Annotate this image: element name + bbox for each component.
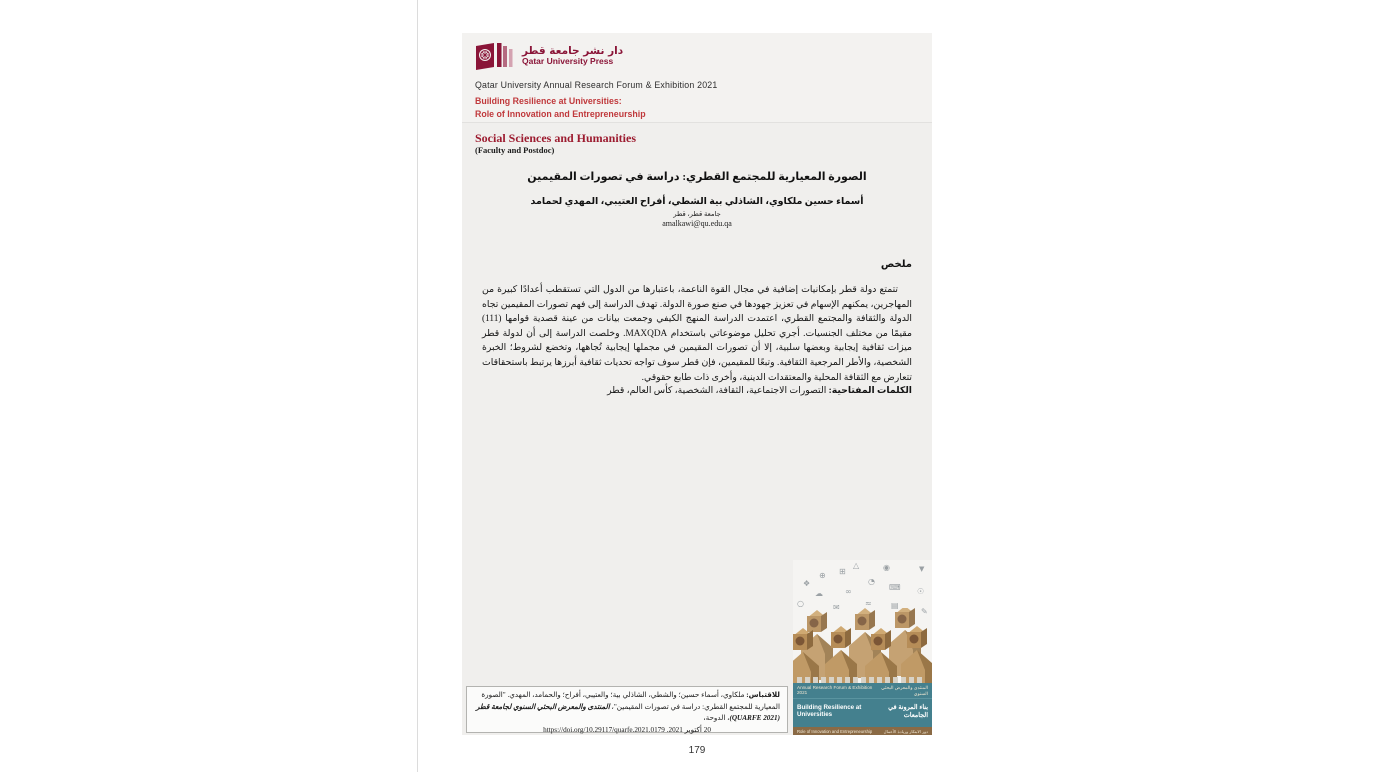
wifi-icon: ≈ [865, 599, 872, 608]
article-authors: أسماء حسين ملكاوي، الشاذلي بية الشطي، أفراح العتيبي، المهدي لحمامد [530, 197, 864, 207]
cloud-icon: ☁ [815, 589, 823, 598]
citation-doi-line[interactable]: 20 أكتوبر 2021. https://doi.org/10.29117/quarfe.2021.0179 [543, 725, 711, 734]
citation-label: للاقتباس: [746, 691, 780, 699]
article-title: الصورة المعيارية للمجتمع القطري: دراسة في تصورات المقيمين [527, 171, 867, 183]
page-edge-divider [417, 0, 418, 772]
keywords-label: الكلمات المفتاحية: [828, 386, 912, 396]
logo-arabic-name: دار نشر جامعة قطر [522, 45, 624, 58]
conference-poster-image [793, 560, 932, 735]
abstract-heading: ملخص [880, 259, 912, 270]
lightbulb-icon: ☉ [917, 587, 925, 596]
poster-subtheme-strip [793, 727, 932, 735]
page-number: 179 [688, 745, 706, 756]
poster-theme-en: Building Resilience at Universities [797, 703, 862, 718]
poster-subtheme-en: Role of Innovation and Entrepreneurship [797, 728, 873, 734]
conference-theme-line2: Role of Innovation and Entrepreneurship [475, 109, 646, 119]
leaf-icon: ❖ [803, 579, 811, 588]
citation-box [466, 686, 788, 733]
article-affiliation: جامعة قطر، قطر [673, 211, 721, 218]
globe-icon: ⊕ [819, 571, 826, 580]
pencil-icon: ✎ [921, 607, 928, 616]
track-subtitle: (Faculty and Postdoc) [475, 145, 555, 155]
calculator-icon: ⊞ [839, 567, 846, 576]
poster-subtheme-ar: دور الابتكار وريادة الأعمال [883, 728, 928, 734]
clock-icon: ◔ [868, 577, 875, 586]
logo-english-name: Qatar University Press [522, 56, 614, 67]
location-pin-icon: ◉ [883, 563, 890, 572]
microscope-icon: △ [853, 561, 860, 570]
corresponding-email[interactable]: amalkawi@qu.edu.qa [662, 219, 732, 228]
poster-figures-illustration [793, 608, 932, 686]
document-icon: ▤ [891, 601, 899, 610]
poster-theme-ar: بناء المرونة في الجامعات [888, 704, 928, 719]
keywords-text: التصورات الاجتماعية، الثقافة، الشخصية، كأس العالم، قطر [607, 386, 829, 396]
magnifier-icon: ○ [797, 599, 804, 608]
citation-line2c: ، الدوحة، [703, 714, 730, 723]
document-page [462, 33, 932, 735]
binoculars-icon: ∞ [845, 587, 852, 596]
conference-theme-line1: Building Resilience at Universities: [475, 96, 622, 106]
poster-forum-ar: المنتدى والمعرض البحثي السنوي [881, 685, 928, 696]
laptop-icon: ⌨ [889, 583, 901, 592]
forum-title: Qatar University Annual Research Forum & Exhibition 2021 [475, 80, 718, 90]
poster-forum-en: Annual Research Forum & Exhibition 2021 [797, 685, 873, 695]
qu-press-logo [474, 41, 623, 71]
droplet-icon: ▼ [919, 565, 925, 573]
keywords-line [482, 385, 912, 396]
qu-press-logo-icon [474, 41, 516, 71]
citation-conference-name: المنتدى والمعرض البحثي السنوي لجامعة قطر (QUARFE 2021) [476, 702, 780, 723]
poster-banner [793, 683, 932, 727]
abstract-text: تتمتع دولة قطر بإمكانيات إضافية في مجال القوة الناعمة، باعتبارها من الدول التي تستقطب أعدادًا كبيرة من المهاجرين، يمكنهم الإسهام في تعزيز جهودها في صنع صورة الدولة. تهدف الدراسة إلى فهم تصورات المقيمين تجاه الدولة والثقافة والمجتمع القطري، اعتمدت الدراسة المنهج الكيفي وجمعت بيانات من عينة قصدية قوامها (111) مقيمًا من مختلف الجنسيات. أجري تحليل موضوعاتي باستخدام MAXQDA. وخلصت الدراسة إلى أن لدولة قطر ميزات ثقافية إيجابية وبعضها سلبية، إلا أن تصورات المقيمين في مجملها إيجابية تُجاهها، وتخضع لشروط؛ الخبرة الشخصية، والأطر المرجعية الثقافية. وتبعًا للمقيمين، فإن قطر سوف تواجه تحديات ثقافية أبرزها يرتبط باستحقاقات تتعارض مع الثقافة المحلية والمعتقدات الدينية، وأخرى ذات طابع حقوقي. [482, 285, 912, 383]
citation-line2a: القطري: دراسة في تصورات المقيمين"، [609, 702, 728, 711]
citation-line1: ملكاوي، أسماء حسين؛ والشطي، الشاذلي بية؛ والعتيبي، أفراح؛ والحمامد، المهدي. "الصورة المعيارية للمجتمع [481, 691, 780, 711]
envelope-icon: ✉ [833, 603, 840, 612]
track-title: Social Sciences and Humanities [475, 131, 637, 145]
